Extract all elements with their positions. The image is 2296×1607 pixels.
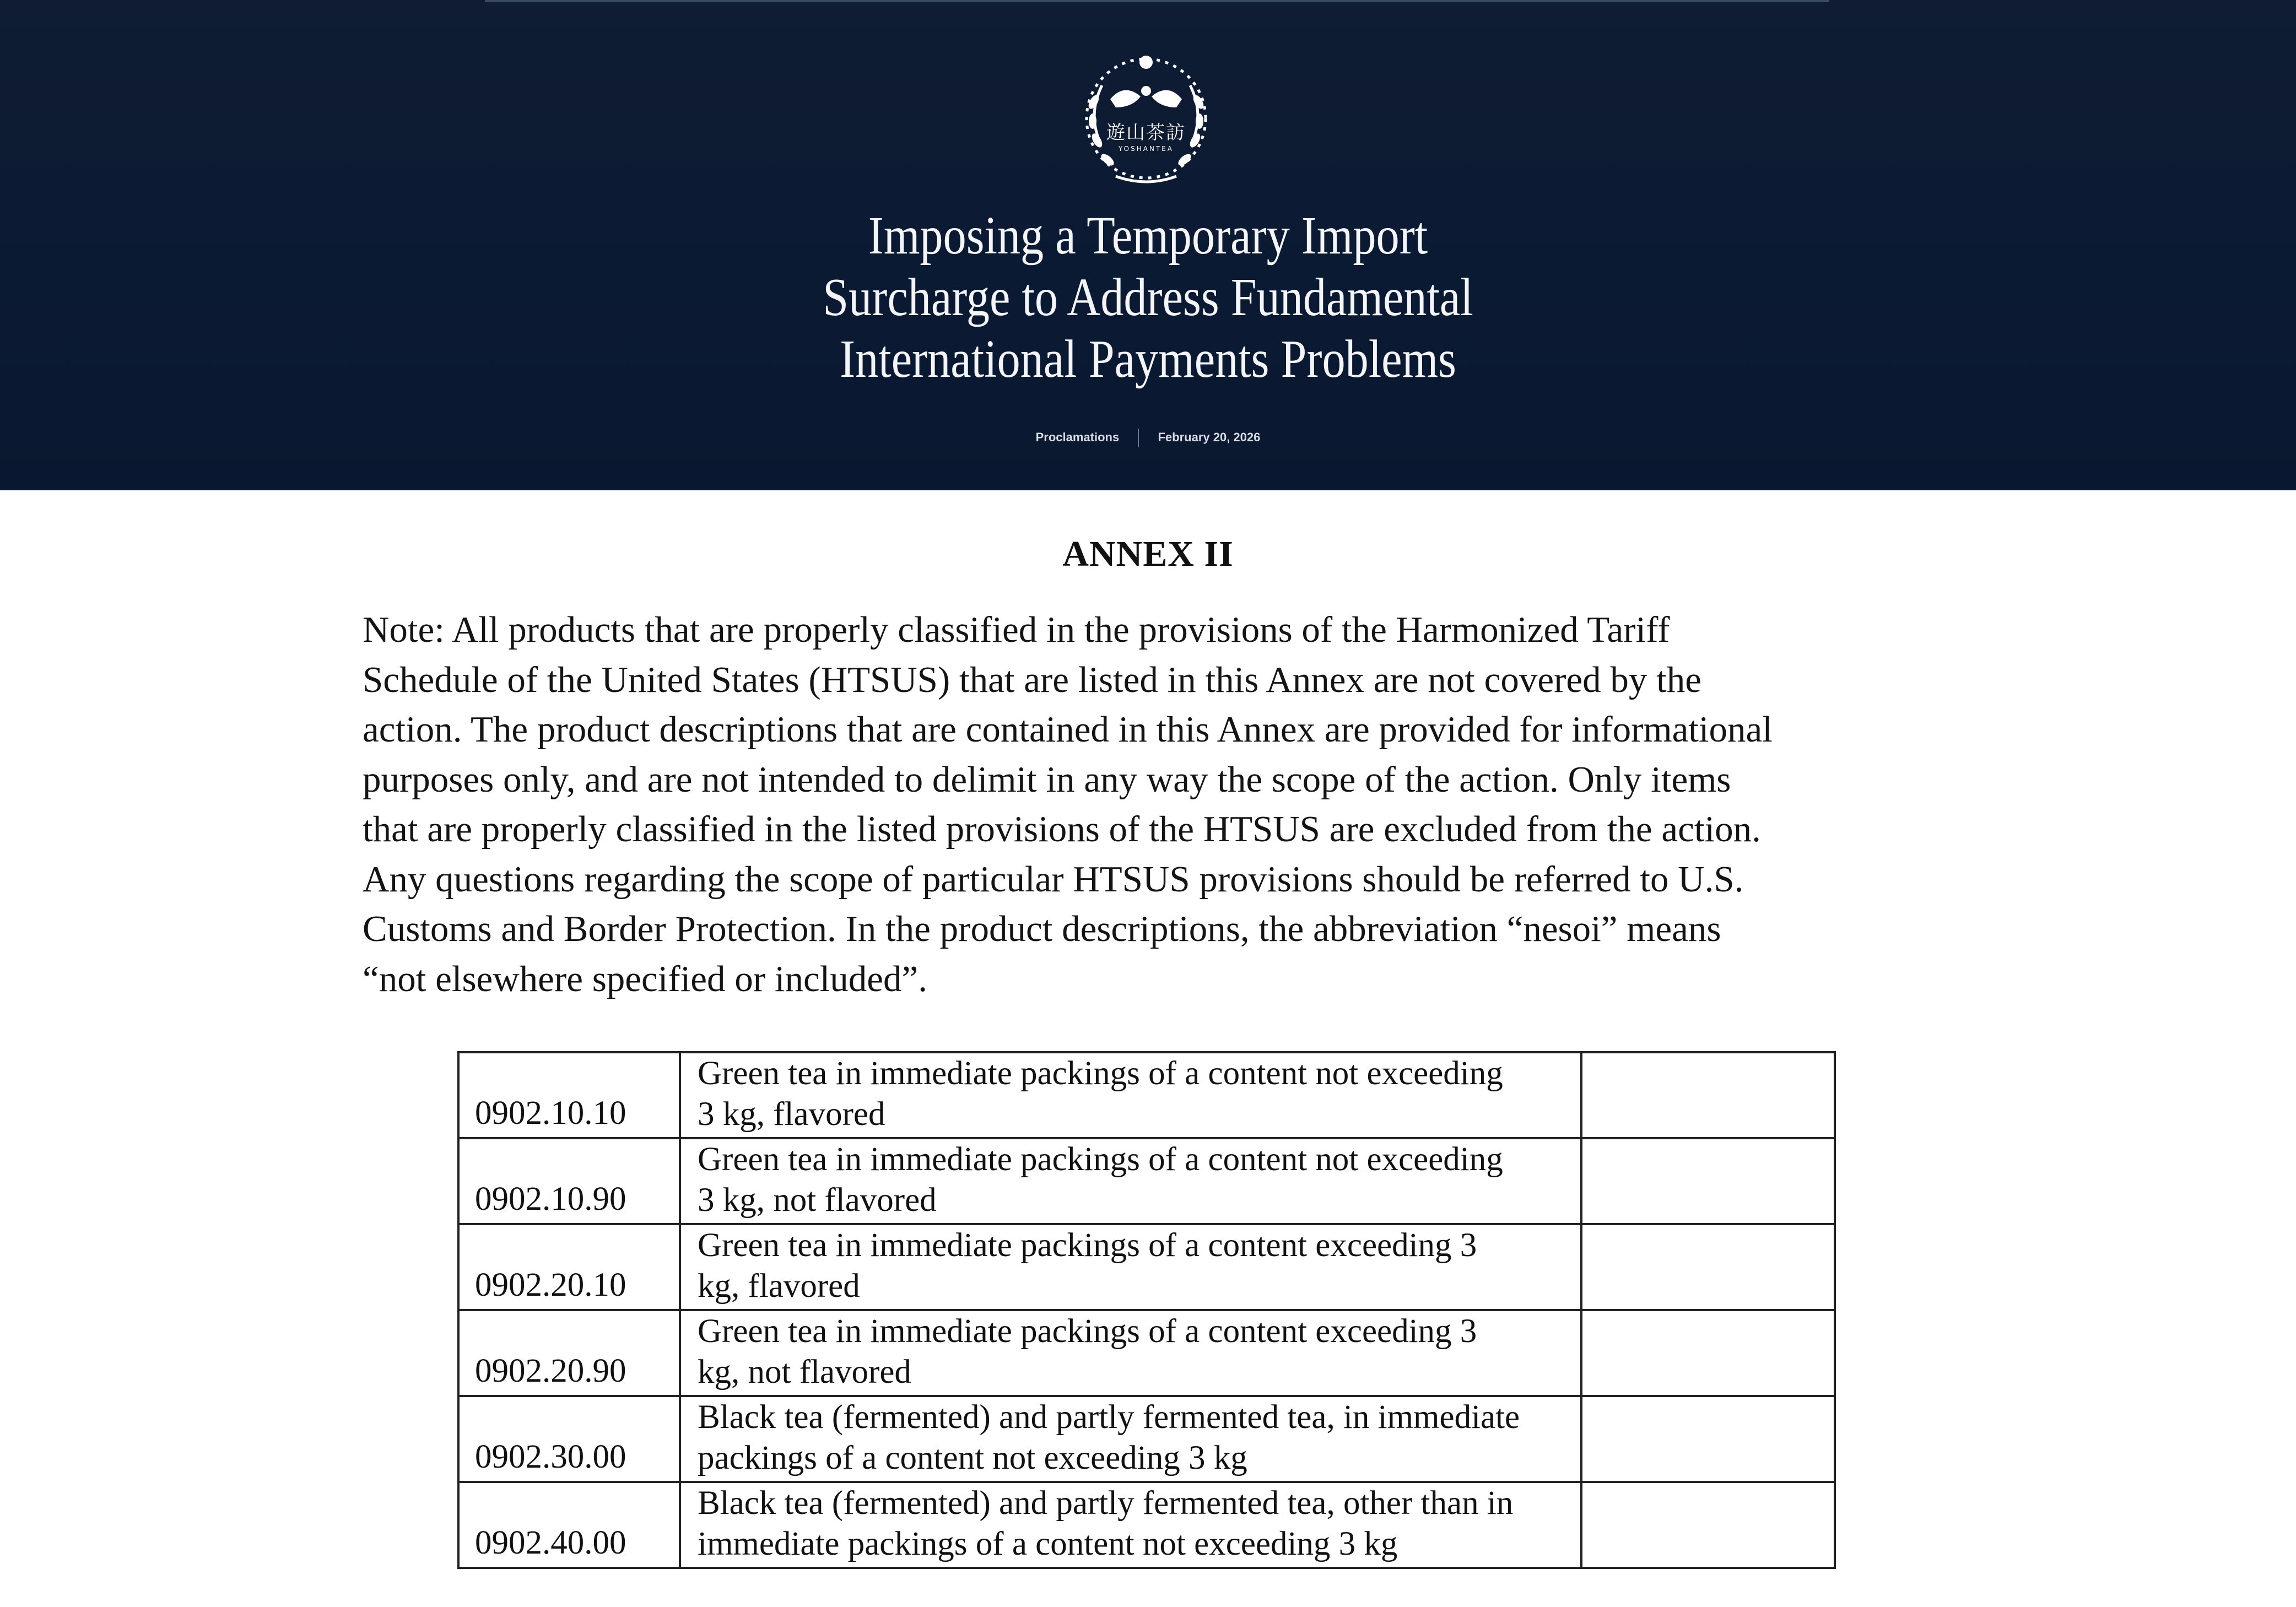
htsus-code: 0902.30.00 [458,1396,680,1482]
note-line: Any questions regarding the scope of particular HTSUS provisions should be referred to U.S. [363,858,1744,900]
empty-cell [1581,1396,1835,1482]
post-meta [0,429,2296,447]
page-title [161,205,2136,390]
yoshantea-logo [1077,52,1215,185]
meta-divider [1138,429,1139,447]
title-line: Surcharge to Address Fundamental [823,268,1473,327]
annex-note [363,605,1938,1004]
htsus-code: 0902.10.90 [458,1138,680,1224]
title-line: International Payments Problems [840,329,1456,389]
note-line: purposes only, and are not intended to delimit in any way the scope of the action. Only items [363,759,1731,800]
table-row [458,1310,1835,1396]
description-line: packings of a content not exceeding 3 kg [698,1440,1247,1476]
empty-cell [1581,1482,1835,1568]
empty-cell [1581,1052,1835,1138]
product-description [680,1482,1581,1568]
empty-cell [1581,1224,1835,1310]
product-description [680,1052,1581,1138]
htsus-code: 0902.40.00 [458,1482,680,1568]
table-row [458,1138,1835,1224]
note-line: action. The product descriptions that are contained in this Annex are provided for informational [363,709,1773,750]
htsus-code: 0902.20.10 [458,1224,680,1310]
description-line: 3 kg, not flavored [698,1182,937,1219]
annex-heading: ANNEX II [1062,534,1234,574]
banner-top-rule [485,0,1829,2]
logo-subtext: YOSHANTEA [1118,145,1174,153]
description-line: 3 kg, flavored [698,1096,885,1133]
product-description [680,1138,1581,1224]
post-date: February 20, 2026 [1158,430,1261,444]
description-line: kg, flavored [698,1268,860,1305]
description-line: Black tea (fermented) and partly fermented tea, other than in [698,1485,1514,1522]
product-description [680,1224,1581,1310]
description-line: Green tea in immediate packings of a content exceeding 3 [698,1313,1477,1350]
description-line: Black tea (fermented) and partly fermented tea, in immediate [698,1399,1520,1436]
logo-chinese-text: 遊山茶訪 [1106,122,1186,144]
empty-cell [1581,1310,1835,1396]
table-row [458,1052,1835,1138]
note-line: Schedule of the United States (HTSUS) that are listed in this Annex are not covered by the [363,659,1702,700]
htsus-table [457,1051,1836,1569]
note-line: “not elsewhere specified or included”. [363,958,928,999]
table-row [458,1482,1835,1568]
header-banner [0,0,2296,490]
htsus-code: 0902.10.10 [458,1052,680,1138]
table-row [458,1224,1835,1310]
note-line: Customs and Border Protection. In the product descriptions, the abbreviation “nesoi” means [363,908,1721,949]
description-line: kg, not flavored [698,1354,911,1390]
note-line: that are properly classified in the listed provisions of the HTSUS are excluded from the action. [363,809,1761,850]
category-link[interactable]: Proclamations [1035,430,1120,444]
description-line: Green tea in immediate packings of a content exceeding 3 [698,1227,1477,1264]
description-line: Green tea in immediate packings of a content not exceeding [698,1055,1503,1092]
htsus-code: 0902.20.90 [458,1310,680,1396]
description-line: Green tea in immediate packings of a content not exceeding [698,1141,1503,1178]
note-line: Note: All products that are properly classified in the provisions of the Harmonized Tariff [363,609,1670,650]
title-line: Imposing a Temporary Import [868,206,1428,266]
product-description [680,1310,1581,1396]
table-row [458,1396,1835,1482]
product-description [680,1396,1581,1482]
description-line: immediate packings of a content not exceeding 3 kg [698,1525,1398,1562]
empty-cell [1581,1138,1835,1224]
